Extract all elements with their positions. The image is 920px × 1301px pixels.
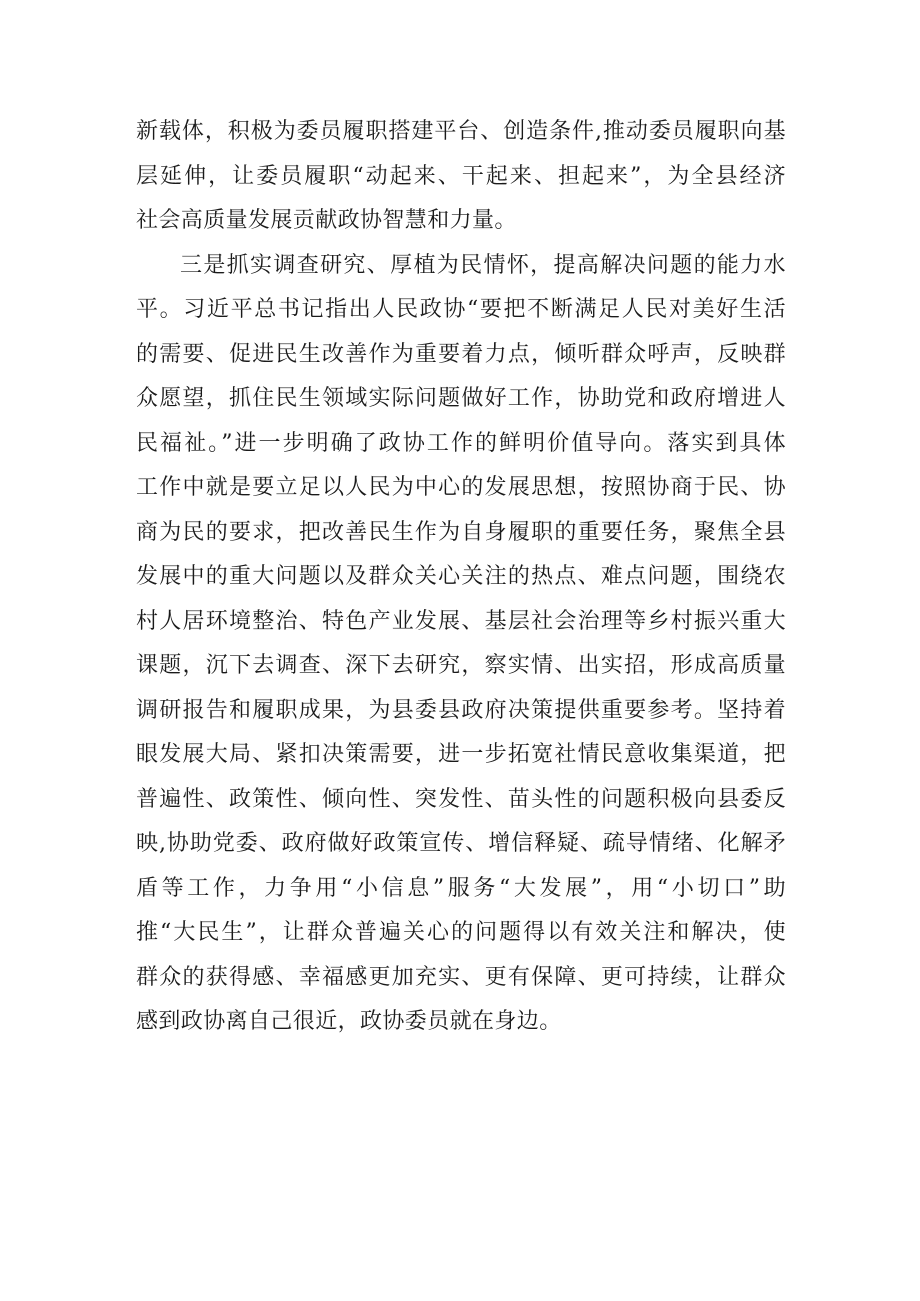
paragraph-line: 三是抓实调查研究、厚植为民情怀，提高解决问题的能力水 bbox=[180, 252, 786, 278]
paragraph-line: 平。习近平总书记指出人民政协“要把不断满足人民对美好生活 bbox=[136, 297, 786, 322]
paragraph-line: 群众的获得感、幸福感更加充实、更有保障、更可持续，让群众 bbox=[136, 964, 786, 990]
paragraph-line: 工作中就是要立足以人民为中心的发展思想，按照协商于民、协 bbox=[136, 475, 786, 500]
paragraph-line: 推“大民生”，让群众普遍关心的问题得以有效关注和解决，使 bbox=[136, 920, 786, 945]
paragraph-line: 民福祉。”进一步明确了政协工作的鲜明价值导向。落实到具体 bbox=[136, 430, 786, 456]
paragraph-line: 普遍性、政策性、倾向性、突发性、苗头性的问题积极向县委反 bbox=[136, 786, 786, 812]
paragraph-line: 发展中的重大问题以及群众关心关注的热点、难点问题，围绕农 bbox=[136, 564, 786, 589]
paragraph-line: 课题，沉下去调查、深下去研究，察实情、出实招，形成高质量 bbox=[136, 653, 786, 678]
paragraph-2 bbox=[136, 244, 786, 1045]
document-body bbox=[136, 110, 786, 1045]
paragraph-line: 感到政协离自己很近，政协委员就在身边。 bbox=[136, 1009, 562, 1034]
paragraph-1 bbox=[136, 110, 786, 244]
paragraph-line: 商为民的要求，把改善民生作为自身履职的重要任务，聚焦全县 bbox=[136, 519, 786, 545]
paragraph-line: 的需要、促进民生改善作为重要着力点，倾听群众呼声，反映群 bbox=[136, 341, 786, 367]
paragraph-line: 众愿望，抓住民生领域实际问题做好工作，协助党和政府增进人 bbox=[136, 386, 786, 411]
paragraph-line: 眼发展大局、紧扣决策需要，进一步拓宽社情民意收集渠道，把 bbox=[136, 742, 786, 767]
paragraph-line: 村人居环境整治、特色产业发展、基层社会治理等乡村振兴重大 bbox=[136, 608, 786, 634]
paragraph-line: 层延伸，让委员履职“动起来、干起来、担起来”，为全县经济 bbox=[136, 163, 786, 189]
paragraph-line: 新载体，积极为委员履职搭建平台、创造条件,推动委员履职向基 bbox=[136, 119, 786, 144]
paragraph-line: 盾等工作，力争用“小信息”服务“大发展”，用“小切口”助 bbox=[136, 875, 786, 901]
paragraph-line: 调研报告和履职成果，为县委县政府决策提供重要参考。坚持着 bbox=[136, 697, 786, 723]
paragraph-line: 社会高质量发展贡献政协智慧和力量。 bbox=[136, 208, 517, 233]
paragraph-line: 映,协助党委、政府做好政策宣传、增信释疑、疏导情绪、化解矛 bbox=[136, 831, 786, 856]
